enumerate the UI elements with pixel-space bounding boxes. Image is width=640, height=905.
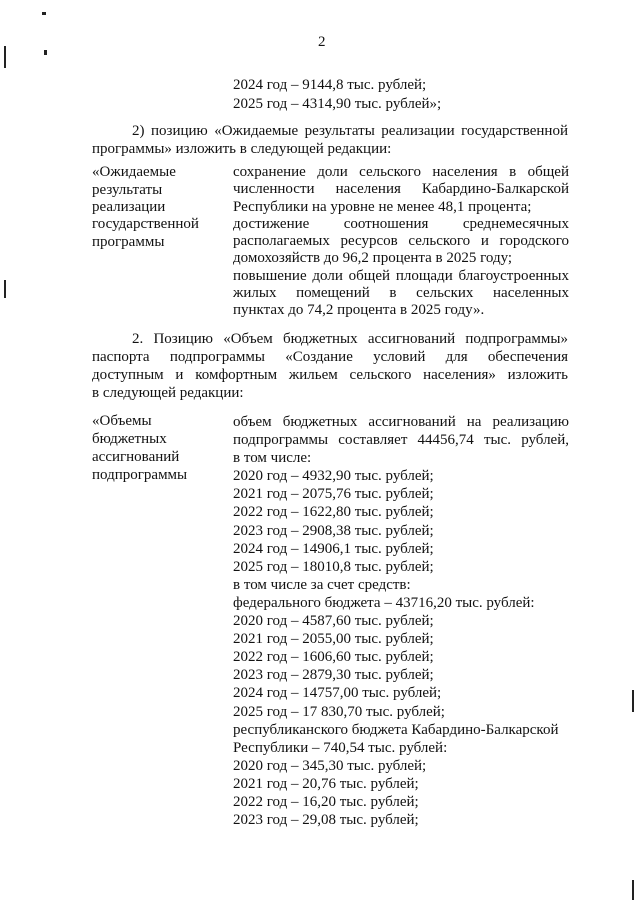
text-line: 2023 год – 29,08 тыс. рублей; <box>233 812 419 829</box>
scan-mark <box>4 46 6 68</box>
text-line: 2025 год – 17 830,70 тыс. рублей; <box>233 703 445 720</box>
text-line: 2025 год – 18010,8 тыс. рублей; <box>233 558 434 575</box>
text-line: 2025 год – 4314,90 тыс. рублей»; <box>233 96 442 112</box>
text-line: республиканского бюджета Кабардино-Балкарской <box>233 721 559 738</box>
text-line: в том числе: <box>233 450 312 467</box>
budget-text <box>233 413 569 829</box>
text-line: 2023 год – 2879,30 тыс. рублей; <box>233 667 434 684</box>
scan-mark <box>632 690 634 712</box>
text-line: 2024 год – 9144,8 тыс. рублей; <box>233 77 427 93</box>
paragraph-line: паспорта подпрограммы «Создание условий для обеспечения <box>92 349 568 365</box>
text-line: 2021 год – 2075,76 тыс. рублей; <box>233 486 434 503</box>
label-line: реализации <box>92 199 166 215</box>
text-line: 2022 год – 16,20 тыс. рублей; <box>233 793 419 810</box>
scan-mark <box>4 280 6 298</box>
text-line: жилых помещений в сельских населенных <box>233 285 569 302</box>
text-line: 2021 год – 20,76 тыс. рублей; <box>233 775 419 792</box>
paragraph-line: 2. Позицию «Объем бюджетных ассигнований подпрограммы» <box>132 331 568 347</box>
label-line: бюджетных <box>92 431 167 447</box>
paragraph-line: 2) позицию «Ожидаемые результаты реализации государственной <box>132 123 568 139</box>
scan-mark <box>44 50 47 55</box>
page-number: 2 <box>318 34 326 50</box>
text-line: пунктах до 74,2 процента в 2025 году». <box>233 302 485 319</box>
text-line: федерального бюджета – 43716,20 тыс. рублей: <box>233 594 535 611</box>
label-line: «Объемы <box>92 413 152 429</box>
text-line: подпрограммы составляет 44456,74 тыс. рублей, <box>233 432 569 449</box>
text-line: 2022 год – 1622,80 тыс. рублей; <box>233 504 434 521</box>
text-line: Республики – 740,54 тыс. рублей: <box>233 739 448 756</box>
label-line: программы <box>92 234 165 250</box>
text-line: 2023 год – 2908,38 тыс. рублей; <box>233 522 434 539</box>
text-line: 2020 год – 4932,90 тыс. рублей; <box>233 468 434 485</box>
scan-mark <box>632 880 634 900</box>
results-text <box>233 164 569 320</box>
text-line: 2020 год – 345,30 тыс. рублей; <box>233 757 427 774</box>
text-line: располагаемых ресурсов сельского и городского <box>233 233 569 250</box>
label-line: государственной <box>92 216 199 232</box>
text-line: 2021 год – 2055,00 тыс. рублей; <box>233 631 434 648</box>
label-line: результаты <box>92 182 163 198</box>
text-line: повышение доли общей площади благоустроенных <box>233 267 569 284</box>
text-line: достижение соотношения среднемесячных <box>233 215 569 232</box>
label-line: подпрограммы <box>92 467 188 483</box>
text-line: 2020 год – 4587,60 тыс. рублей; <box>233 613 434 630</box>
text-line: Республики на уровне не менее 48,1 процента; <box>233 198 532 215</box>
paragraph-line: программы» изложить в следующей редакции: <box>92 141 392 157</box>
scan-mark <box>42 12 46 15</box>
text-line: объем бюджетных ассигнований на реализацию <box>233 414 569 430</box>
paragraph-line: в следующей редакции: <box>92 385 244 401</box>
text-line: численности населения Кабардино-Балкарской <box>233 181 569 198</box>
text-line: 2022 год – 1606,60 тыс. рублей; <box>233 649 434 666</box>
label-line: «Ожидаемые <box>92 164 176 180</box>
text-line: сохранение доли сельского населения в общей <box>233 164 569 180</box>
paragraph-line: доступным и комфортным жильем сельского населения» изложить <box>92 367 568 383</box>
text-line: 2024 год – 14906,1 тыс. рублей; <box>233 540 434 557</box>
label-line: ассигнований <box>92 449 180 465</box>
text-line: 2024 год – 14757,00 тыс. рублей; <box>233 685 442 702</box>
text-line: домохозяйств до 96,2 процента в 2025 году; <box>233 250 513 267</box>
text-line: в том числе за счет средств: <box>233 576 411 593</box>
